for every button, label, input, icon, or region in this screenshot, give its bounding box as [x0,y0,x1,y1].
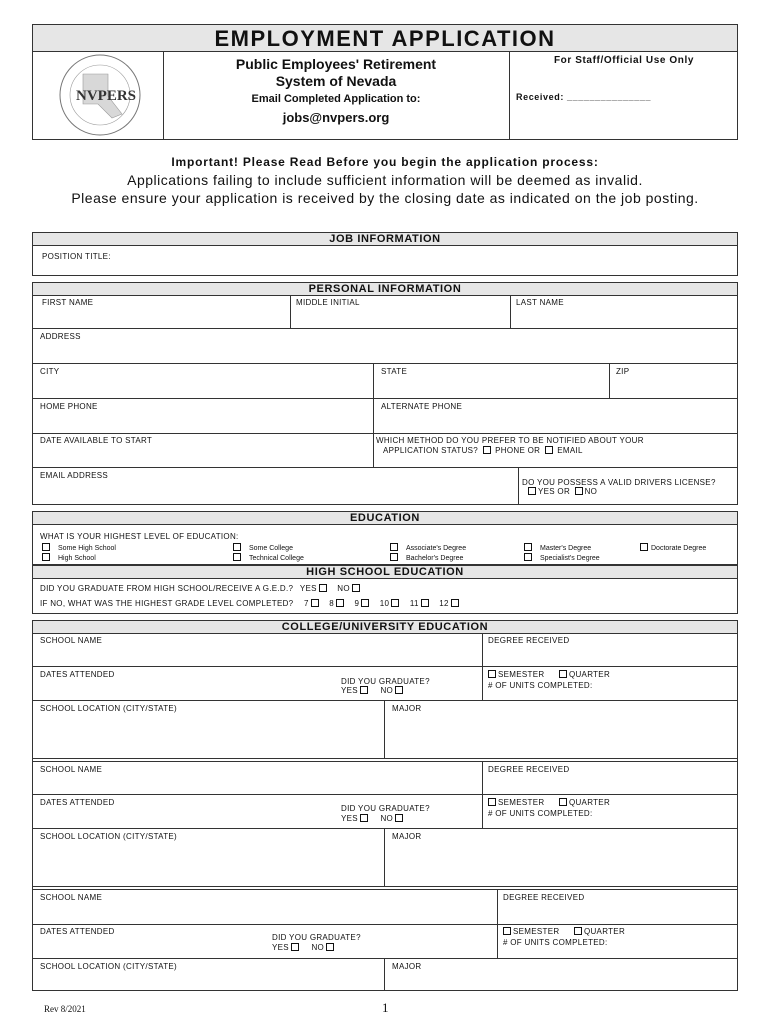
email-address-field[interactable]: EMAIL ADDRESS [40,471,109,480]
grade-11-label: 11 [409,599,419,608]
degree-received-field-2[interactable]: DEGREE RECEIVED [488,765,570,774]
grade-12-checkbox[interactable] [451,599,459,607]
college-heading: COLLEGE/UNIVERSITY EDUCATION [32,620,738,634]
page-number: 1 [382,1000,389,1015]
graduate-no-label: NO [311,943,325,952]
ged-question [40,584,362,593]
graduate-no-checkbox[interactable] [326,943,334,951]
grade-7-checkbox[interactable] [311,599,319,607]
school-name-field-3[interactable]: SCHOOL NAME [40,893,103,902]
quarter-checkbox[interactable] [559,670,567,678]
job-info-section [32,245,738,276]
edu-option-high-school[interactable] [42,553,96,562]
drivers-license-question: DO YOU POSSESS A VALID DRIVERS LICENSE? [522,478,716,487]
ged-no-checkbox[interactable] [352,584,360,592]
option-label: Technical College [249,555,304,562]
graduate-options-3 [272,943,336,952]
personal-info-section [32,295,738,505]
zip-field[interactable]: ZIP [616,367,630,376]
term-options-2 [488,798,610,807]
semester-label: SEMESTER [513,927,560,936]
grade-9-checkbox[interactable] [361,599,369,607]
email-option-label: EMAIL [557,446,583,455]
last-name-field[interactable]: LAST NAME [516,298,564,307]
education-heading: EDUCATION [32,511,738,525]
edu-option-doctorate[interactable] [640,543,706,552]
grade-10-checkbox[interactable] [391,599,399,607]
grade-question-label: IF NO, WHAT WAS THE HIGHEST GRADE LEVEL COMPLETED? [40,599,294,608]
license-no-checkbox[interactable] [575,487,583,495]
did-graduate-question-1: DID YOU GRADUATE? [341,677,430,686]
address-field[interactable]: ADDRESS [40,332,81,341]
option-label: Specialist's Degree [540,555,600,562]
ged-yes-checkbox[interactable] [319,584,327,592]
school-location-field-1[interactable]: SCHOOL LOCATION (CITY/STATE) [40,704,178,713]
grade-11-checkbox[interactable] [421,599,429,607]
high-school-heading: HIGH SCHOOL EDUCATION [32,565,738,579]
checkbox[interactable] [42,543,50,551]
quarter-checkbox[interactable] [559,798,567,806]
personal-info-heading: PERSONAL INFORMATION [32,282,738,296]
email-address: jobs@nvpers.org [282,110,390,125]
grade-9-label: 9 [354,599,360,608]
revision-label: Rev 8/2021 [44,1004,86,1014]
option-label: Bachelor's Degree [406,555,464,562]
home-phone-field[interactable]: HOME PHONE [40,402,98,411]
semester-label: SEMESTER [498,798,545,807]
ged-question-label: DID YOU GRADUATE FROM HIGH SCHOOL/RECEIVE A G.E.D.? [40,584,294,593]
school-location-field-2[interactable]: SCHOOL LOCATION (CITY/STATE) [40,832,178,841]
org-name-line2: System of Nevada [275,73,397,89]
grade-7-label: 7 [303,599,309,608]
graduate-yes-checkbox[interactable] [360,814,368,822]
header-title-bar [32,24,738,52]
logo-text: NVPERS [76,88,137,104]
graduate-no-label: NO [380,814,394,823]
option-label: Doctorate Degree [651,545,707,552]
license-yes-label: YES OR [538,487,571,496]
checkbox[interactable] [390,543,398,551]
graduate-yes-label: YES [272,943,289,952]
received-field[interactable]: Received: _______________ [516,92,652,102]
notify-question-tail: APPLICATION STATUS? [383,446,479,455]
semester-label: SEMESTER [498,670,545,679]
drivers-license-options [528,487,597,496]
phone-checkbox[interactable] [483,446,491,454]
graduate-no-checkbox[interactable] [395,814,403,822]
staff-use-label: For Staff/Official Use Only [553,55,695,66]
checkbox[interactable] [524,553,532,561]
dates-attended-field-2[interactable]: DATES ATTENDED [40,798,115,807]
edu-option-technical-college[interactable] [233,553,304,562]
units-completed-field-2[interactable]: # OF UNITS COMPLETED: [488,809,593,818]
edu-option-bachelors[interactable] [390,553,463,562]
units-completed-field-1[interactable]: # OF UNITS COMPLETED: [488,681,593,690]
major-field-1[interactable]: MAJOR [392,704,422,713]
notice-invalid: Applications failing to include sufficient information will be deemed as invalid. [127,172,643,188]
notice-important: Important! Please Read Before you begin the application process: [171,155,599,169]
checkbox[interactable] [524,543,532,551]
checkbox[interactable] [640,543,648,551]
school-name-field-2[interactable]: SCHOOL NAME [40,765,103,774]
term-options-1 [488,670,610,679]
license-yes-checkbox[interactable] [528,487,536,495]
checkbox[interactable] [42,553,50,561]
dates-attended-field-3[interactable]: DATES ATTENDED [40,927,115,936]
notify-method-question: WHICH METHOD DO YOU PREFER TO BE NOTIFIED ABOUT YOUR [376,436,644,445]
quarter-label: QUARTER [568,798,611,807]
graduate-no-label: NO [380,686,394,695]
semester-checkbox[interactable] [488,670,496,678]
option-label: Associate's Degree [406,545,467,552]
edu-option-some-college[interactable] [233,543,293,552]
units-completed-field-3[interactable]: # OF UNITS COMPLETED: [503,938,608,947]
checkbox[interactable] [390,553,398,561]
education-level-question: WHAT IS YOUR HIGHEST LEVEL OF EDUCATION: [40,532,239,541]
form-title: EMPLOYMENT APPLICATION [214,26,556,51]
org-name-line1: Public Employees' Retirement [235,56,437,72]
did-graduate-question-3: DID YOU GRADUATE? [272,933,361,942]
degree-received-field-1[interactable]: DEGREE RECEIVED [488,636,570,645]
grade-level-question [40,599,461,608]
nvpers-logo [50,52,150,138]
graduate-yes-label: YES [341,686,358,695]
semester-checkbox[interactable] [503,927,511,935]
grade-8-label: 8 [329,599,334,608]
middle-initial-field[interactable]: MIDDLE INITIAL [296,298,360,307]
dates-attended-field-1[interactable]: DATES ATTENDED [40,670,115,679]
graduate-no-checkbox[interactable] [395,686,403,694]
edu-option-some-high-school[interactable] [42,543,116,552]
school-location-field-3[interactable]: SCHOOL LOCATION (CITY/STATE) [40,962,178,971]
phone-option-label: PHONE OR [495,446,541,455]
position-title-field[interactable]: POSITION TITLE: [42,252,111,261]
alternate-phone-field[interactable]: ALTERNATE PHONE [381,402,463,411]
option-label: High School [58,555,96,562]
option-label: Master's Degree [540,545,592,552]
email-checkbox[interactable] [545,446,553,454]
job-info-heading: JOB INFORMATION [32,232,738,246]
grade-10-label: 10 [379,599,390,608]
edu-option-associates[interactable] [390,543,466,552]
first-name-field[interactable]: FIRST NAME [42,298,94,307]
school-name-field-1[interactable]: SCHOOL NAME [40,636,103,645]
term-options-3 [503,927,625,936]
license-no-label: NO [584,487,598,496]
did-graduate-question-2: DID YOU GRADUATE? [341,804,430,813]
graduate-options-2 [341,814,405,823]
education-section [32,524,738,565]
graduate-yes-label: YES [341,814,358,823]
checkbox[interactable] [233,543,241,551]
major-field-2[interactable]: MAJOR [392,832,422,841]
quarter-checkbox[interactable] [574,927,582,935]
city-field[interactable]: CITY [40,367,60,376]
option-label: Some High School [58,545,116,552]
option-label: Some College [249,545,293,552]
email-label: Email Completed Application to: [251,93,421,105]
major-field-3[interactable]: MAJOR [392,962,422,971]
edu-option-masters[interactable] [524,543,591,552]
grade-12-label: 12 [439,599,449,608]
ged-yes-label: YES [299,584,317,593]
graduate-options-1 [341,686,405,695]
semester-checkbox[interactable] [488,798,496,806]
grade-8-checkbox[interactable] [336,599,344,607]
edu-option-specialist[interactable] [524,553,600,562]
graduate-yes-checkbox[interactable] [291,943,299,951]
notify-method-options [383,446,583,455]
graduate-yes-checkbox[interactable] [360,686,368,694]
quarter-label: QUARTER [568,670,611,679]
ged-no-label: NO [337,584,350,593]
checkbox[interactable] [233,553,241,561]
degree-received-field-3[interactable]: DEGREE RECEIVED [503,893,585,902]
quarter-label: QUARTER [583,927,626,936]
state-field[interactable]: STATE [381,367,408,376]
notice-closing-date: Please ensure your application is received by the closing date as indicated on the job posting. [71,190,699,206]
date-available-field[interactable]: DATE AVAILABLE TO START [40,436,153,445]
